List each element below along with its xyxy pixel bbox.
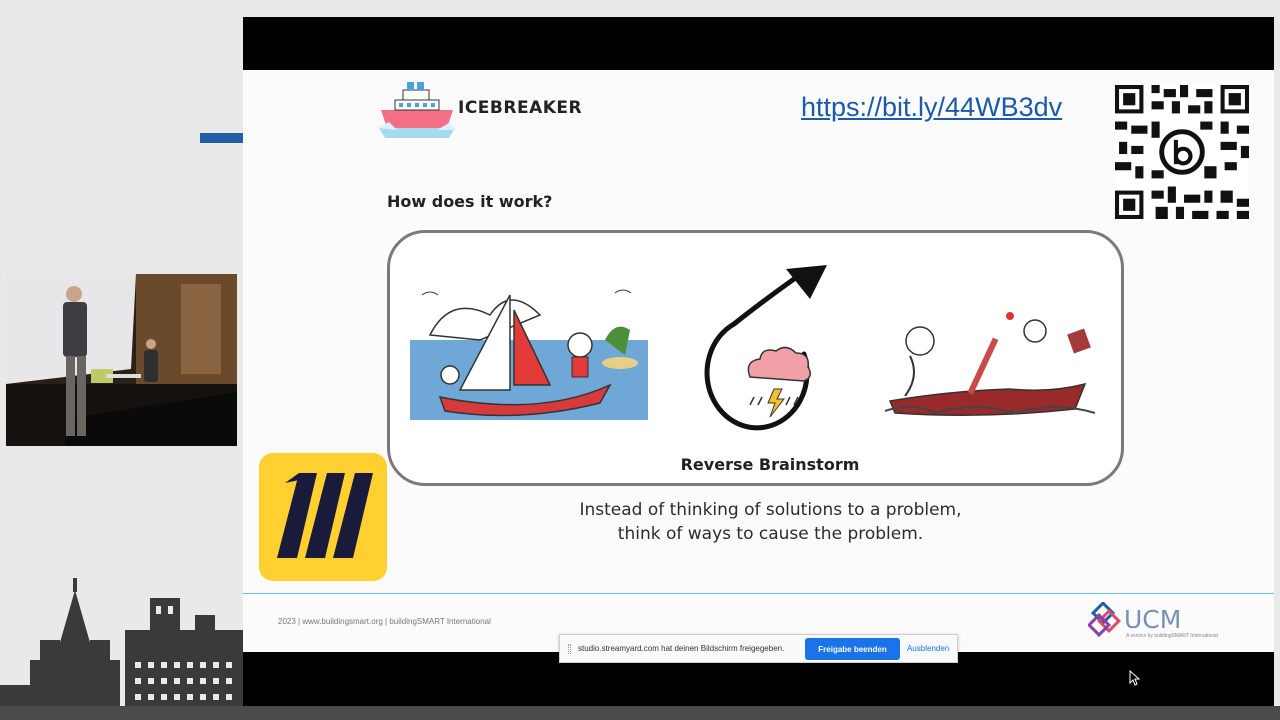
stage-accent-bar (200, 133, 244, 143)
slide (243, 70, 1274, 652)
panel-label: Reverse Brainstorm (680, 455, 860, 474)
sailing-boat-illustration (410, 285, 648, 430)
slide-caption (543, 498, 998, 546)
reverse-brainstorm-panel (387, 230, 1124, 486)
bottom-strip (0, 706, 1280, 720)
stop-sharing-button[interactable]: Freigabe beenden (805, 638, 900, 660)
share-message: studio.streamyard.com hat deinen Bildschirm freigegeben. (578, 644, 785, 653)
caption-line-1: Instead of thinking of solutions to a problem, (579, 500, 962, 520)
speaker-camera-feed (6, 274, 237, 446)
slide-footer: 2023 | www.buildingsmart.org | buildingSMART International (278, 617, 491, 626)
ucm-tagline: A service by buildingSMART International (1126, 633, 1218, 639)
city-skyline-graphic (0, 570, 260, 720)
ucm-wordmark: UCM (1124, 605, 1182, 634)
slide-section-title: ICEBREAKER (458, 98, 583, 118)
ucm-logo (1088, 602, 1233, 642)
sinking-boat-illustration (885, 301, 1095, 421)
mouse-cursor (1129, 670, 1141, 686)
drag-handle-icon[interactable] (568, 644, 571, 654)
icebreaker-ship-icon (377, 80, 457, 138)
brain-storm-icon (702, 259, 852, 449)
hide-button[interactable]: Ausblenden (907, 644, 950, 653)
short-link[interactable]: https://bit.ly/44WB3dv (801, 92, 1063, 122)
qr-code (1115, 85, 1249, 219)
screen-share-bar (559, 634, 958, 663)
caption-line-2: think of ways to cause the problem. (617, 524, 924, 544)
footer-divider (243, 593, 1274, 594)
miro-logo (259, 453, 387, 581)
how-it-works-heading: How does it work? (387, 192, 553, 211)
